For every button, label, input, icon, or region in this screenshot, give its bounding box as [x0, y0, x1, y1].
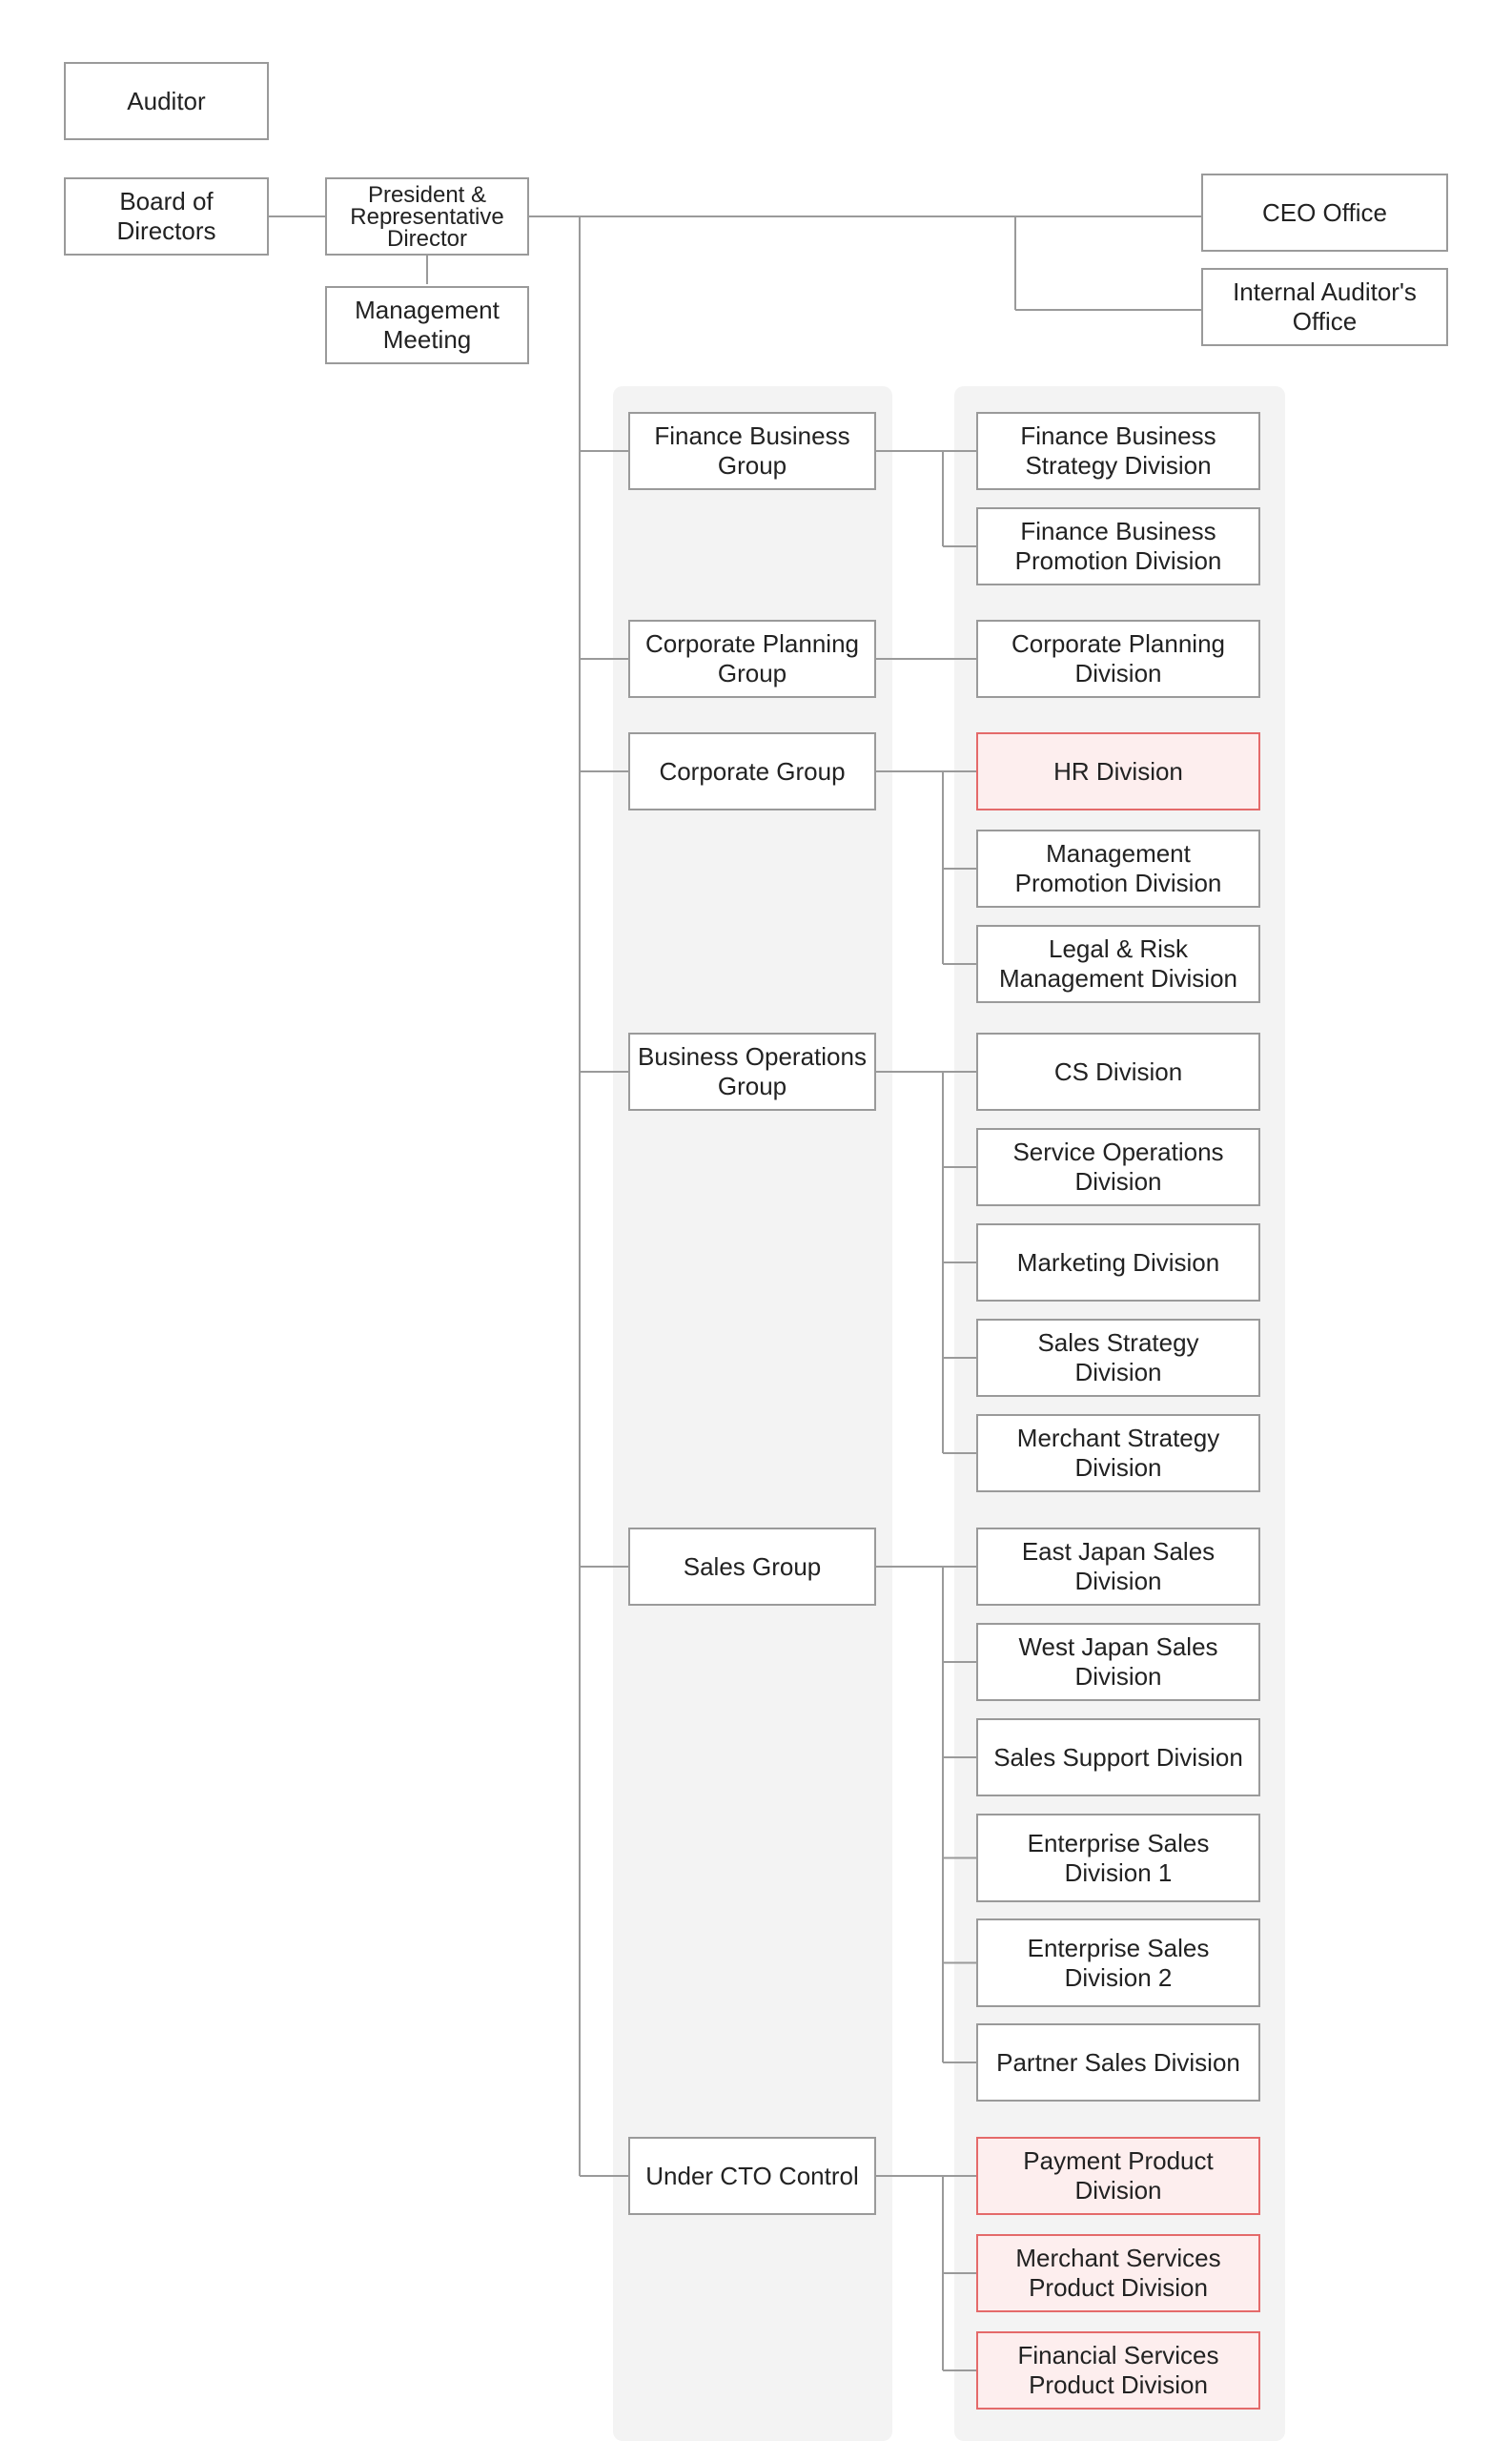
- group-business-operations-group: Business Operations Group: [628, 1033, 876, 1111]
- division-legal-risk-management-division: Legal & Risk Management Division: [976, 925, 1260, 1003]
- president-box: President & Representative Director: [325, 177, 529, 256]
- division-finance-business-promotion-division: Finance Business Promotion Division: [976, 507, 1260, 585]
- board-of-directors-box: Board of Directors: [64, 177, 269, 256]
- group-corporate-planning-group: Corporate Planning Group: [628, 620, 876, 698]
- division-cs-division: CS Division: [976, 1033, 1260, 1111]
- division-corporate-planning-division: Corporate Planning Division: [976, 620, 1260, 698]
- management-meeting-box: Management Meeting: [325, 286, 529, 364]
- division-merchant-services-product-division: Merchant Services Product Division: [976, 2234, 1260, 2312]
- division-hr-division: HR Division: [976, 732, 1260, 810]
- division-management-promotion-division: Management Promotion Division: [976, 830, 1260, 908]
- division-financial-services-product-division: Financial Services Product Division: [976, 2331, 1260, 2410]
- division-finance-business-strategy-division: Finance Business Strategy Division: [976, 412, 1260, 490]
- division-sales-strategy-division: Sales Strategy Division: [976, 1319, 1260, 1397]
- division-west-japan-sales-division: West Japan Sales Division: [976, 1623, 1260, 1701]
- division-merchant-strategy-division: Merchant Strategy Division: [976, 1414, 1260, 1492]
- division-east-japan-sales-division: East Japan Sales Division: [976, 1528, 1260, 1606]
- division-enterprise-sales-division-1: Enterprise Sales Division 1: [976, 1814, 1260, 1902]
- division-enterprise-sales-division-2: Enterprise Sales Division 2: [976, 1918, 1260, 2007]
- group-sales-group: Sales Group: [628, 1528, 876, 1606]
- ceo-office-box: CEO Office: [1201, 174, 1448, 252]
- group-finance-business-group: Finance Business Group: [628, 412, 876, 490]
- division-partner-sales-division: Partner Sales Division: [976, 2023, 1260, 2102]
- division-marketing-division: Marketing Division: [976, 1223, 1260, 1302]
- internal-auditor-office-box: Internal Auditor's Office: [1201, 268, 1448, 346]
- group-corporate-group: Corporate Group: [628, 732, 876, 810]
- auditor-box: Auditor: [64, 62, 269, 140]
- division-service-operations-division: Service Operations Division: [976, 1128, 1260, 1206]
- group-under-cto-control: Under CTO Control: [628, 2137, 876, 2215]
- division-sales-support-division: Sales Support Division: [976, 1718, 1260, 1796]
- division-payment-product-division: Payment Product Division: [976, 2137, 1260, 2215]
